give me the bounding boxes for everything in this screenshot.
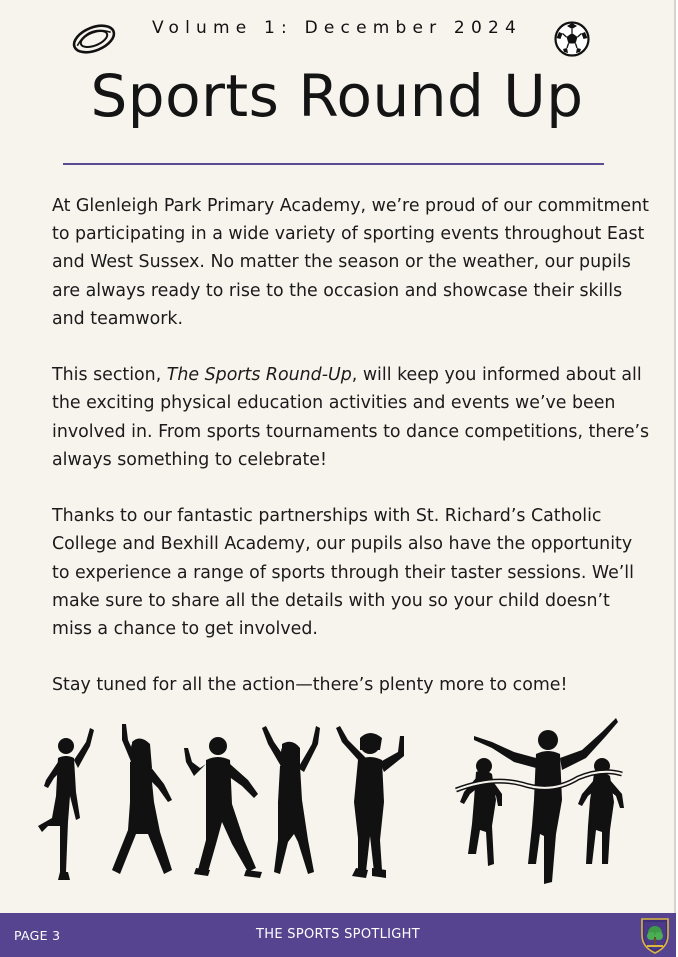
paragraph-closing: Stay tuned for all the action—there’s plenty more to come! [52,675,568,696]
page-title: Sports Round Up [90,62,584,130]
volume-date: Volume 1: December 2024 [152,18,522,38]
school-crest-icon [639,915,671,955]
magazine-name: THE SPORTS SPOTLIGHT [256,927,420,942]
dancer-silhouette [262,726,320,874]
article-body [52,192,652,728]
section-name: The Sports Round-Up [166,365,352,386]
paragraph-partnerships: Thanks to our fantastic partnerships with St. Richard’s Catholic College and Bexhill Academy, our pupils also have the opportunity to experience a range of sports through their taster sessions. We’ll make sure to share all the details with you so your child doesn’t miss a chance to get involved. [52,506,634,640]
page-number: PAGE 3 [14,928,61,943]
paragraph-section-rest: , will keep you informed about all the exciting physical education activities and events we’ve been involved in. From sports tournaments to dance competitions, there’s always something to celebrate! [52,365,650,470]
dancer-silhouette [38,728,94,880]
soccer-ball-icon [554,21,590,57]
dancers-illustration [36,722,408,884]
paragraph-section-lead: This section, [52,365,167,386]
dancer-silhouette [184,737,262,878]
page-footer [0,913,676,957]
dancer-silhouette [112,724,172,874]
paragraph-section [52,361,652,474]
title-divider [63,163,604,165]
dancer-silhouette [336,726,404,878]
paragraph-intro: At Glenleigh Park Primary Academy, we’re proud of our commitment to participating in a wide variety of sporting events throughout East and West Sussex. No matter the season or the weather, our pupils are always ready to rise to the occasion and showcase their skills and teamwork. [52,196,649,329]
runner-silhouette [460,758,502,866]
runners-illustration [452,714,630,892]
